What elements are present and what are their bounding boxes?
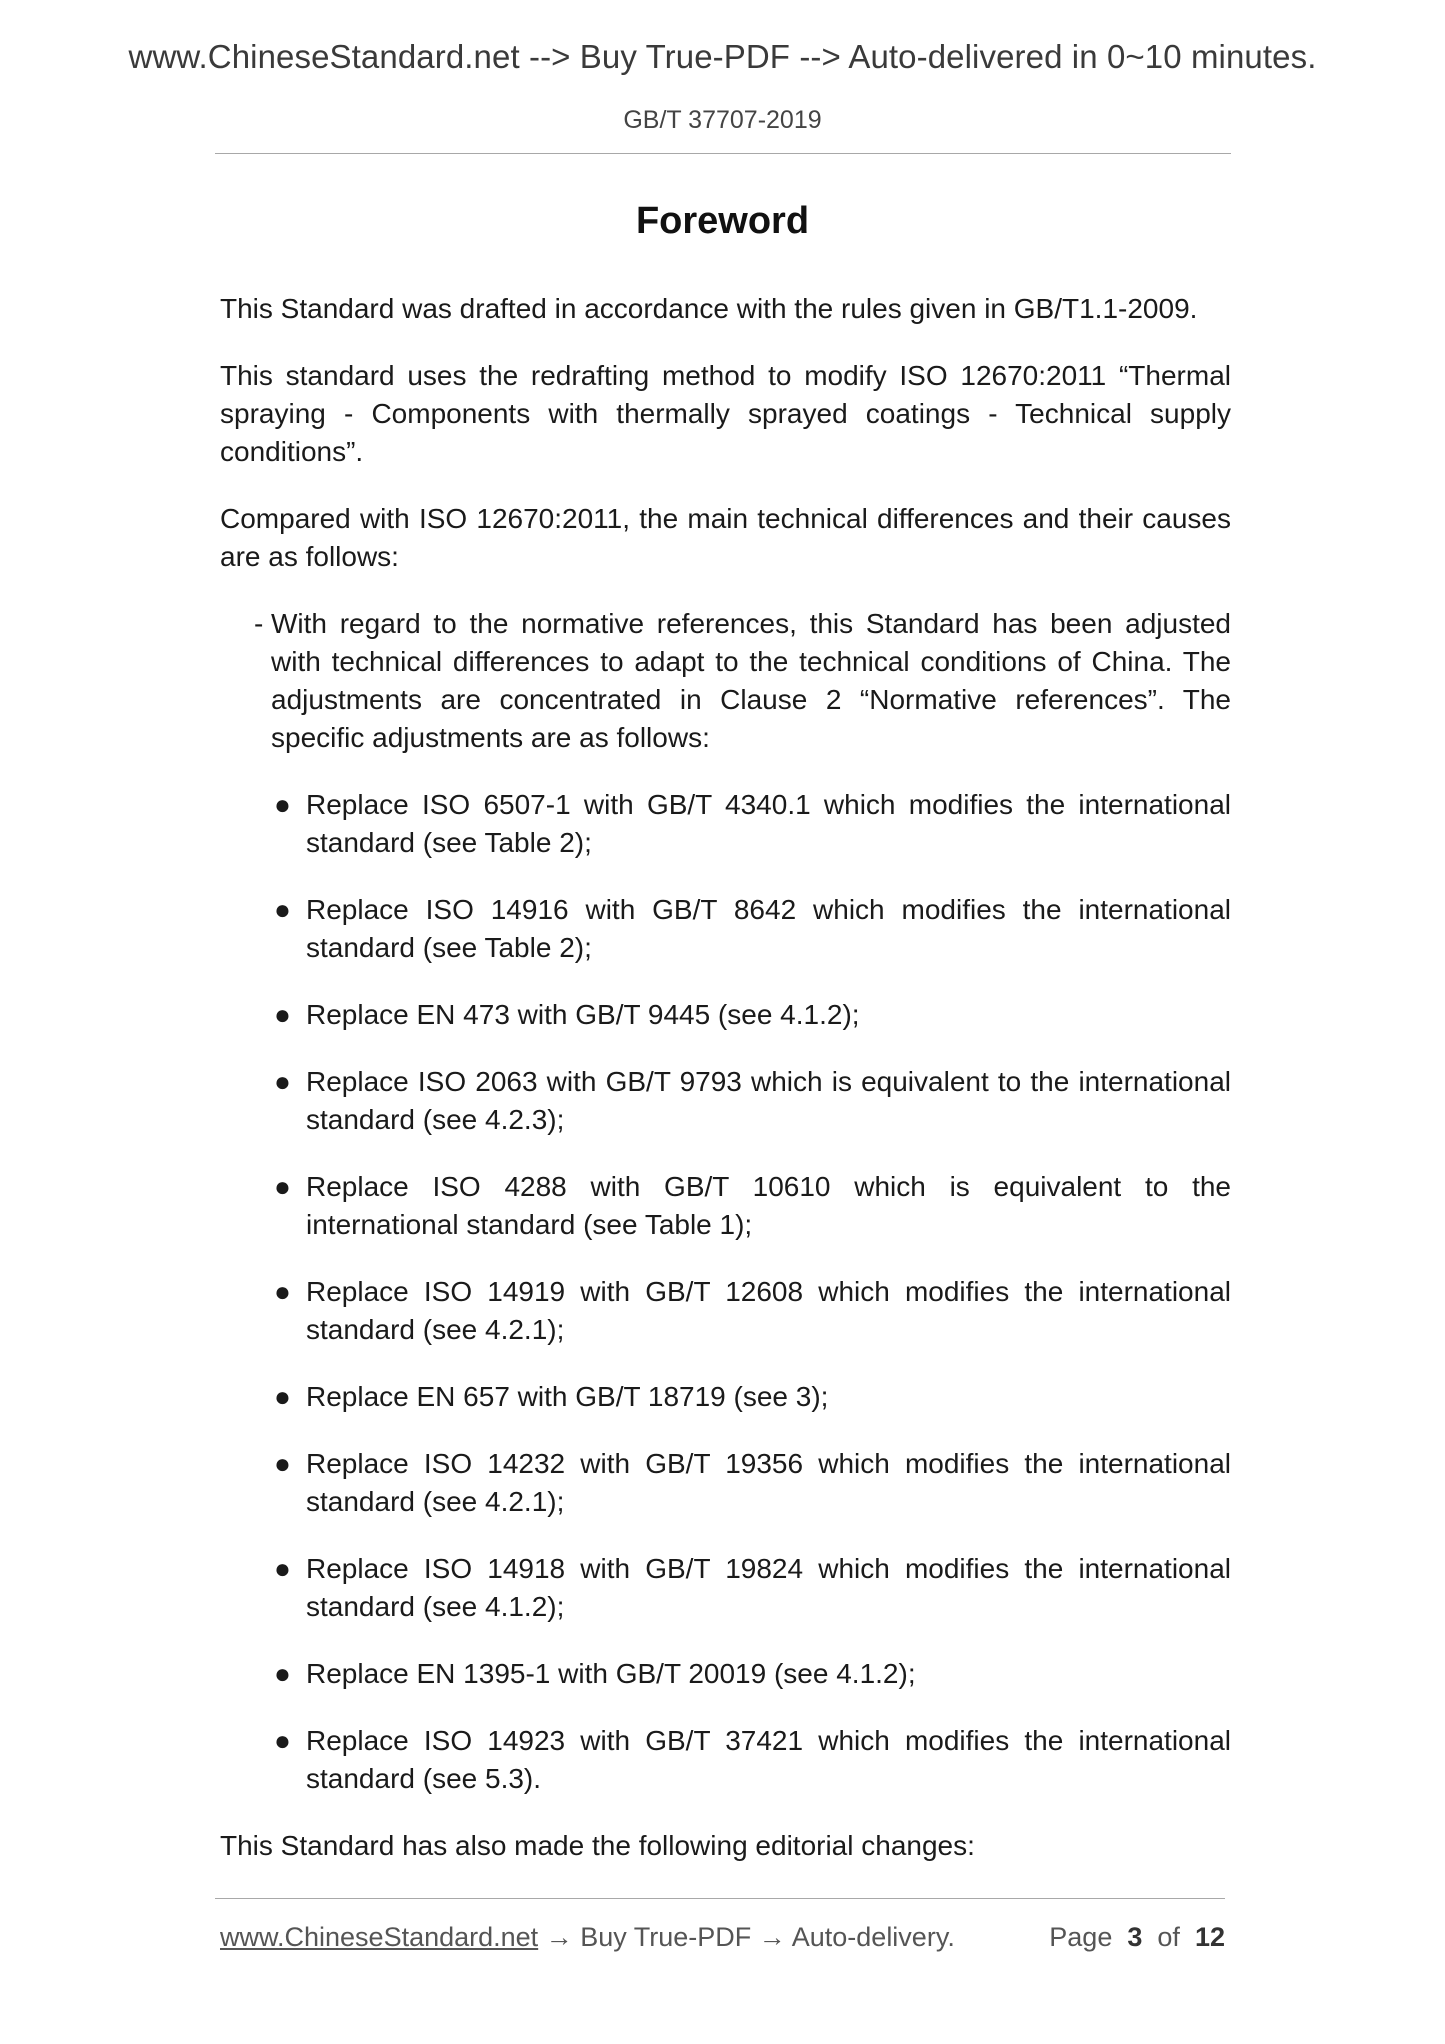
list-item-text: Replace ISO 2063 with GB/T 9793 which is equivalent to the international standard (see 4.2.3); [306, 1066, 1231, 1135]
paragraph-drafting-rules: This Standard was drafted in accordance with the rules given in GB/T1.1-2009. [220, 293, 1198, 324]
bullet-icon: ● [274, 1725, 291, 1756]
footer-site-link[interactable]: www.ChineseStandard.net [220, 1922, 539, 1952]
list-item-text: Replace ISO 14232 with GB/T 19356 which modifies the international standard (see 4.2.1); [306, 1448, 1231, 1517]
list-item-text: Replace ISO 14916 with GB/T 8642 which modifies the international standard (see Table 2); [306, 894, 1231, 963]
bullet-icon: ● [274, 999, 291, 1030]
list-item-text: Replace ISO 14923 with GB/T 37421 which modifies the international standard (see 5.3). [306, 1725, 1231, 1794]
list-item-text: Replace EN 473 with GB/T 9445 (see 4.1.2); [306, 999, 860, 1030]
list-item [220, 1655, 1231, 1693]
bullet-icon: ● [274, 1381, 291, 1412]
list-item-text: Replace EN 657 with GB/T 18719 (see 3); [306, 1381, 829, 1412]
dash-marker: - [254, 608, 264, 639]
bullet-icon: ● [274, 1658, 291, 1689]
list-item-text: Replace ISO 4288 with GB/T 10610 which is equivalent to the international standard (see Table 1); [306, 1171, 1231, 1240]
bullet-icon: ● [274, 1066, 291, 1097]
document-number: GB/T 37707-2019 [623, 106, 822, 134]
list-item [220, 1722, 1231, 1798]
total-pages-number: 12 [1194, 1922, 1225, 1952]
bullet-icon: ● [274, 894, 291, 925]
paragraph-technical-differences: Compared with ISO 12670:2011, the main technical differences and their causes are as follows: [220, 503, 1231, 572]
adjustments-list [220, 786, 1231, 1798]
list-item [220, 1445, 1231, 1521]
dash-item-text: With regard to the normative references, this Standard has been adjusted with technical differences to adapt to the technical conditions of China. The adjustments are concentrated in Clause 2 “Normative references”. The specific adjustments are as follows: [271, 608, 1231, 753]
bullet-icon: ● [274, 1276, 291, 1307]
footer-divider [215, 1898, 1225, 1899]
current-page-number: 3 [1127, 1922, 1143, 1952]
footer-left [220, 1922, 955, 1953]
list-item [220, 1063, 1231, 1139]
bullet-icon: ● [274, 789, 291, 820]
list-item [220, 996, 1231, 1034]
page-word: Page [1049, 1922, 1113, 1952]
bullet-icon: ● [274, 1553, 291, 1584]
foreword-body [220, 290, 1231, 1894]
list-item [220, 891, 1231, 967]
site-banner: www.ChineseStandard.net --> Buy True-PDF --> Auto-delivered in 0~10 minutes. [128, 38, 1317, 75]
page-indicator [1049, 1922, 1225, 1953]
paragraph-editorial-changes: This Standard has also made the following editorial changes: [220, 1830, 975, 1861]
bullet-icon: ● [274, 1171, 291, 1202]
list-item [220, 786, 1231, 862]
list-item [220, 1168, 1231, 1244]
list-item-text: Replace ISO 6507-1 with GB/T 4340.1 which modifies the international standard (see Table 2); [306, 789, 1231, 858]
dash-list-item [220, 605, 1231, 757]
list-item [220, 1378, 1231, 1416]
page-title: Foreword [635, 200, 810, 242]
bullet-icon: ● [274, 1448, 291, 1479]
list-item [220, 1273, 1231, 1349]
list-item-text: Replace ISO 14918 with GB/T 19824 which modifies the international standard (see 4.1.2); [306, 1553, 1231, 1622]
footer-tagline: → Buy True-PDF → Auto-delivery. [538, 1922, 955, 1952]
header-divider [215, 153, 1231, 154]
paragraph-redrafting-method: This standard uses the redrafting method to modify ISO 12670:2011 “Thermal spraying - Components with thermally sprayed coatings - Technical supply conditions”. [220, 360, 1231, 467]
list-item-text: Replace EN 1395-1 with GB/T 20019 (see 4.1.2); [306, 1658, 916, 1689]
list-item [220, 1550, 1231, 1626]
of-word: of [1157, 1922, 1180, 1952]
list-item-text: Replace ISO 14919 with GB/T 12608 which modifies the international standard (see 4.2.1); [306, 1276, 1231, 1345]
